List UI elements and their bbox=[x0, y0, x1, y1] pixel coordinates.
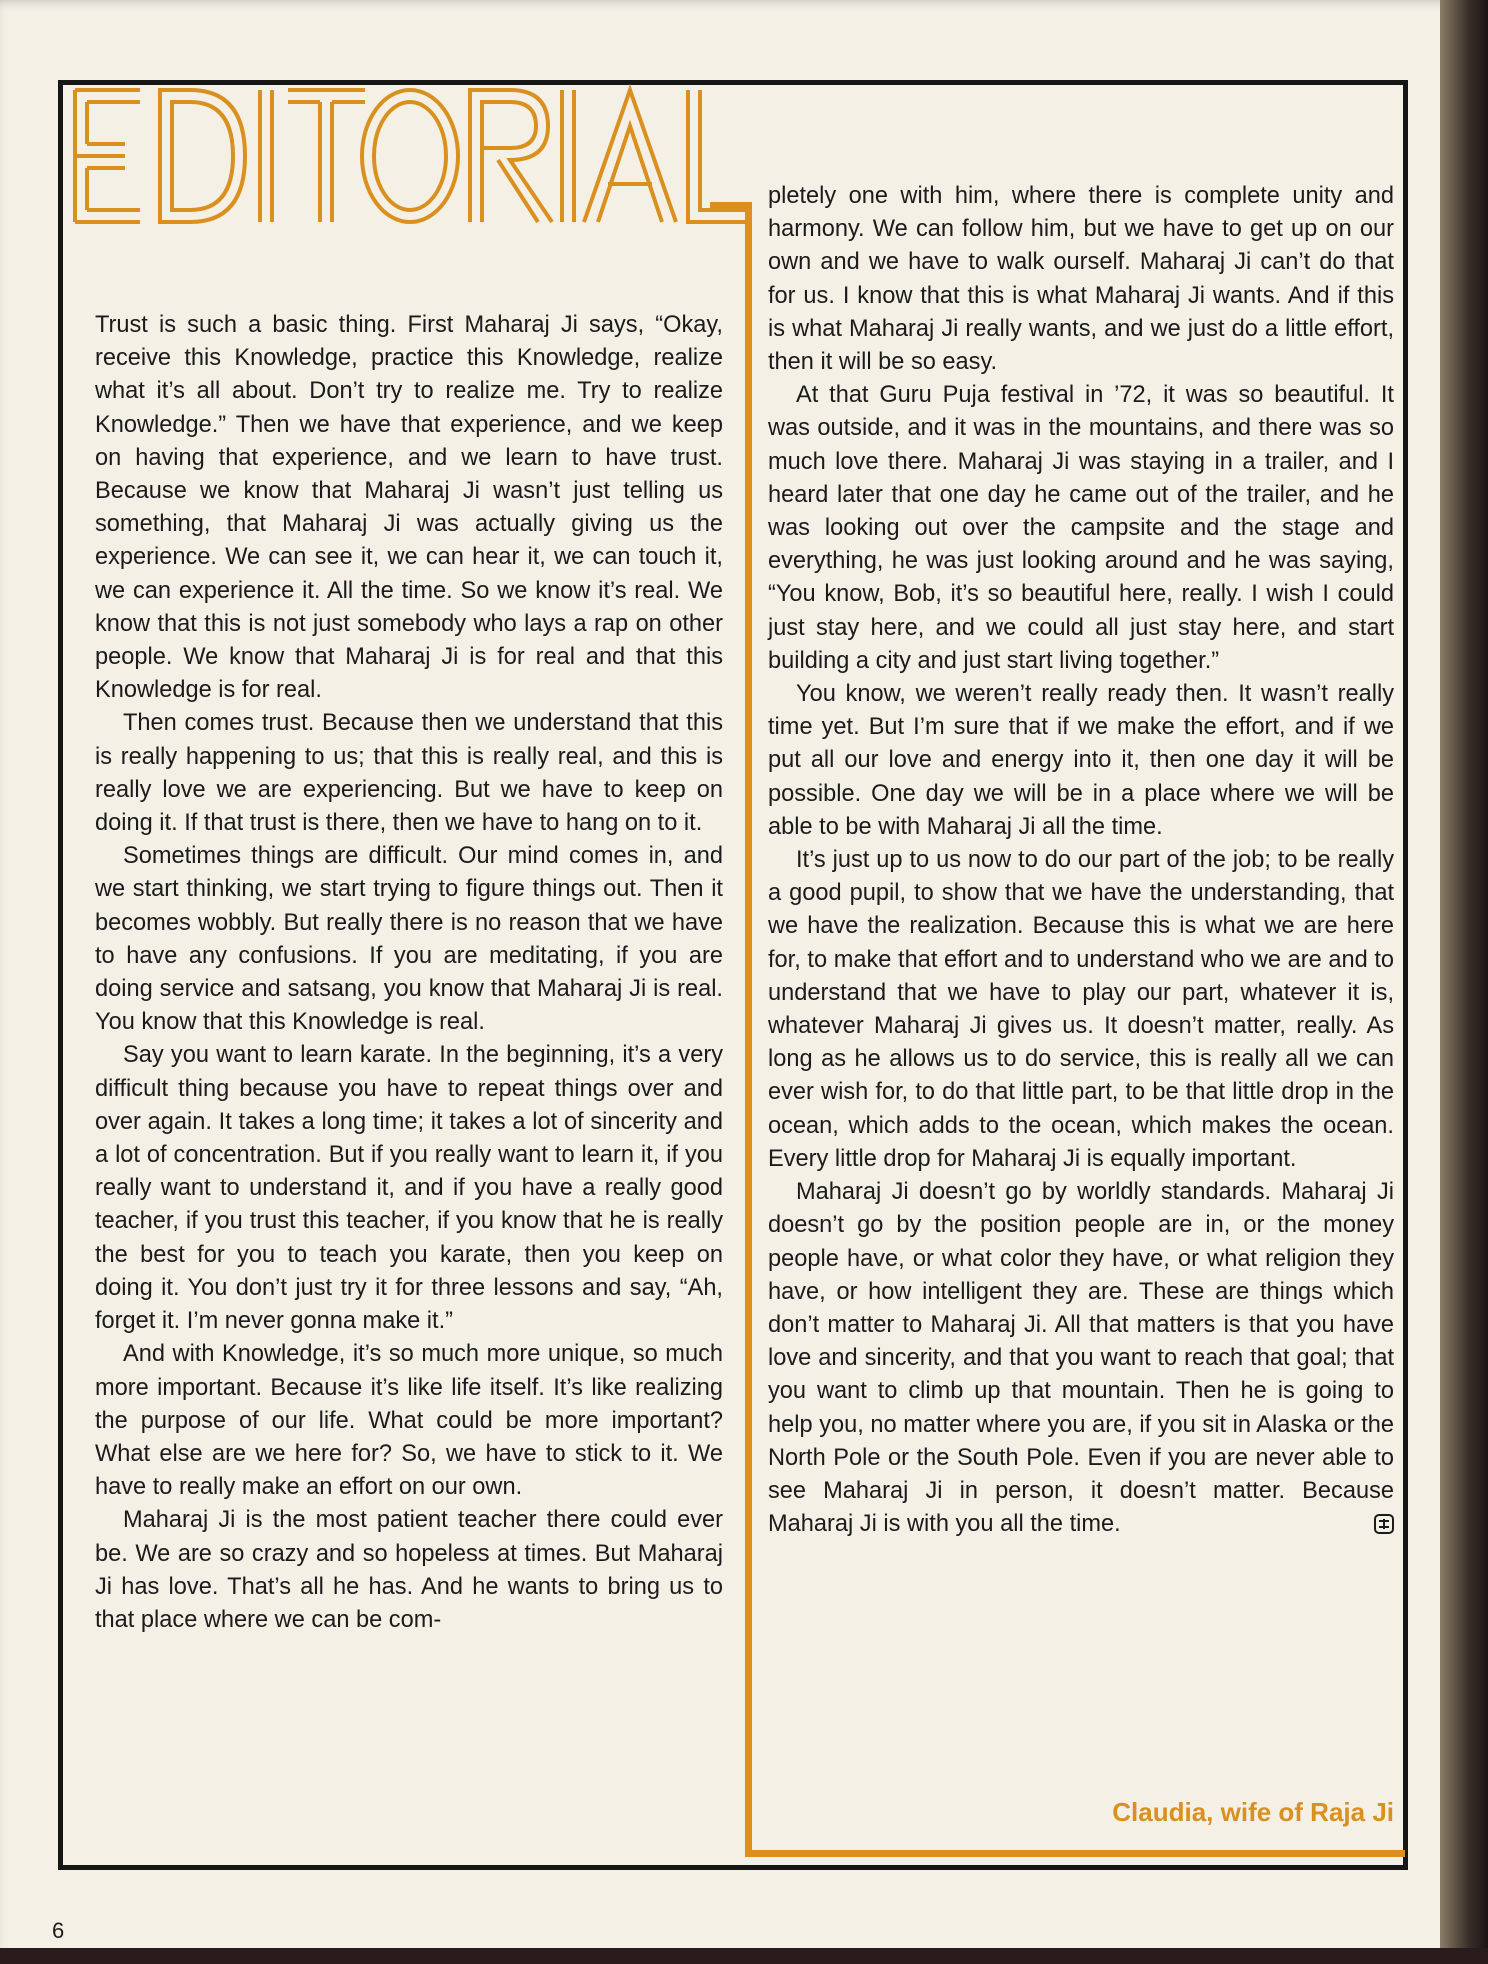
article-paragraph: At that Guru Puja festival in ’72, it was so beautiful. It was outside, and it was in the mountains, and there was so much love there. Maharaj Ji was staying in a trailer, and I heard later that one day he came out of the trailer, and he was looking out over the campsite and the stage and everything, he was just looking around and he was saying, “You know, Bob, it’s so beautiful here, really. I wish I could just stay here, and we could all just stay here, and start building a city and just start living together.” bbox=[768, 382, 1394, 674]
article-paragraph: pletely one with him, where there is complete unity and harmony. We can follow him, but we have to get up on our own and we have to walk ourself. Maharaj Ji can’t do that for us. I know that this is what Maharaj Ji wants. And if this is what Maharaj Ji really wants, and we just do a little effort, then it will be so easy. bbox=[768, 183, 1394, 376]
article-column-left bbox=[95, 309, 723, 1637]
page-number: 6 bbox=[52, 1918, 65, 1943]
article-paragraph: Trust is such a basic thing. First Maharaj Ji says, “Okay, receive this Knowledge, practice this Knowledge, realize what it’s all about. Don’t try to realize me. Try to realize Knowledge.” Then we have that experience, and we keep on having that experience, and we learn to have trust. Because we know that Maharaj Ji wasn’t just telling us something, that Maharaj Ji was actually giving us the experience. We can see it, we can hear it, we can touch it, we can experience it. All the time. So we know it’s real. We know that this is not just somebody who lays a rap on other people. We know that Maharaj Ji is for real and that this Knowledge is for real. bbox=[95, 312, 723, 704]
article-column-right bbox=[768, 180, 1394, 1541]
masthead-letter-l bbox=[688, 90, 750, 222]
accent-rule-bottom bbox=[745, 1850, 1405, 1857]
article-paragraph-last bbox=[768, 1176, 1394, 1541]
article-byline: Claudia, wife of Raja Ji bbox=[1112, 1797, 1394, 1827]
article-paragraph: And with Knowledge, it’s so much more unique, so much more important. Because it’s like life itself. It’s like realizing the purpose of our life. What could be more important? What else are we here for? So, we have to stick to it. We have to really make an effort on our own. bbox=[95, 1341, 723, 1501]
masthead-letter-a bbox=[584, 90, 676, 222]
end-of-article-icon bbox=[1374, 1514, 1394, 1534]
article-paragraph: You know, we weren’t really ready then. It wasn’t really time yet. But I’m sure that if we make the effort, and if we put all our love and energy into it, then one day it will be possible. One day we will be in a place where we will be able to be with Maharaj Ji all the time. bbox=[768, 681, 1394, 840]
article-paragraph-text: Maharaj Ji doesn’t go by worldly standards. Maharaj Ji doesn’t go by the position people are in, or the money people have, or what color they have, or what religion they have, or how intelligent they are. These are things which don’t matter to Maharaj Ji. All that matters is that you have love and sincerity, and that you want to reach that goal; that you want to climb up that mountain. Then he is going to help you, no matter where you are, if you sit in Alaska or the North Pole or the South Pole. Even if you are never able to see Maharaj Ji in person, it doesn’t matter. Because Maharaj Ji is with you all the time. bbox=[768, 1179, 1394, 1538]
masthead-letter-o bbox=[362, 90, 458, 222]
masthead-letter-e bbox=[75, 90, 140, 222]
accent-rule-vertical bbox=[745, 202, 752, 1857]
masthead-letter-t bbox=[288, 90, 365, 222]
masthead-letter-i bbox=[260, 90, 272, 222]
article-paragraph: It’s just up to us now to do our part of the job; to be really a good pupil, to show that we have the understanding, that we have the realization. Because this is what we are here for, to make that effort and to understand who we are and to understand that we have to play our part, whatever it is, whatever Maharaj Ji gives us. It doesn’t matter, really. As long as he allows us to do service, this is really all we can ever wish for, to do that little part, to be that little drop in the ocean, which adds to the ocean, which makes the ocean. Every little drop for Maharaj Ji is equally important. bbox=[768, 847, 1394, 1172]
page-bottom-edge bbox=[0, 1948, 1488, 1964]
masthead-letter-d bbox=[160, 90, 245, 222]
binding-shadow bbox=[1440, 0, 1488, 1964]
article-paragraph: Sometimes things are difficult. Our mind comes in, and we start thinking, we start trying to figure things out. Then it becomes wobbly. But really there is no reason that we have to have any confusions. If you are meditating, if you are doing service and satsang, you know that Maharaj Ji is real. You know that this Knowledge is real. bbox=[95, 843, 723, 1036]
article-paragraph: Say you want to learn karate. In the beginning, it’s a very difficult thing because you have to repeat things over and over again. It takes a long time; it takes a lot of sincerity and a lot of concentration. But if you really want to learn it, if you really want to understand it, and if you have a really good teacher, if you trust this teacher, if you know that he is really the best for you to teach you karate, then you keep on doing it. You don’t just try it for three lessons and say, “Ah, forget it. I’m never gonna make it.” bbox=[95, 1042, 723, 1335]
masthead-letter-r bbox=[470, 90, 552, 222]
masthead-letter-i2 bbox=[562, 90, 574, 222]
editorial-masthead bbox=[70, 80, 750, 230]
article-paragraph: Maharaj Ji is the most patient teacher there could ever be. We are so crazy and so hopeless at times. But Maharaj Ji has love. That’s all he has. And he wants to bring us to that place where we can be com- bbox=[95, 1507, 723, 1633]
article-paragraph: Then comes trust. Because then we understand that this is really happening to us; that this is really real, and this is really love we are experiencing. But we have to keep on doing it. If that trust is there, then we have to hang on to it. bbox=[95, 710, 723, 837]
